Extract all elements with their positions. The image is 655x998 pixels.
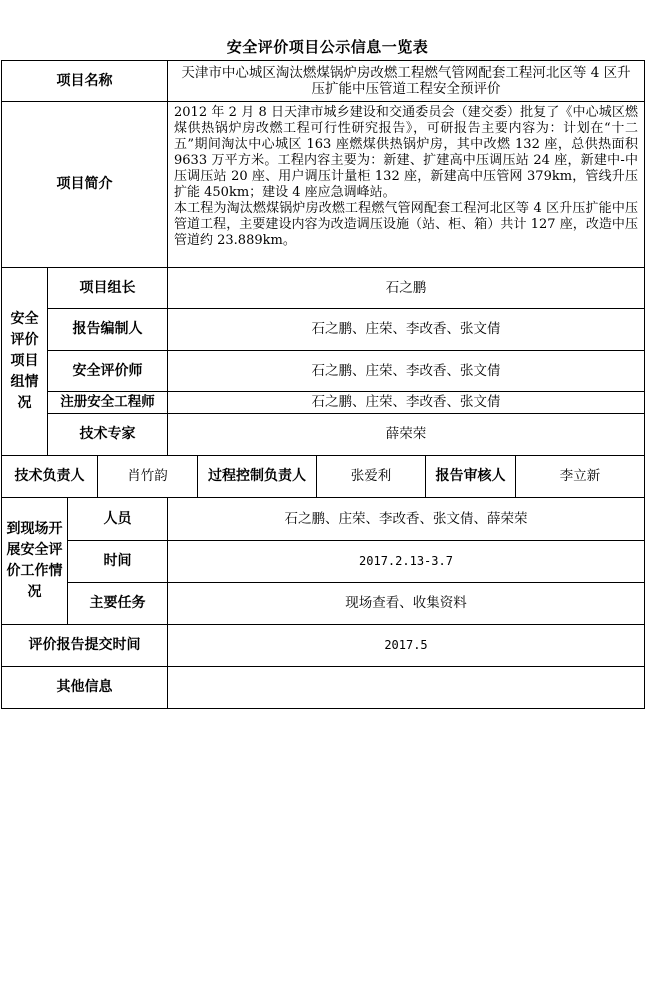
project-intro-value [167, 101, 645, 268]
team-leader-value: 石之鹏 [167, 267, 645, 309]
process-control-label: 过程控制负责人 [197, 455, 317, 498]
submit-time-value: 2017.5 [167, 624, 645, 667]
onsite-personnel-value: 石之鹏、庄荣、李改香、张文倩、薛荣荣 [167, 497, 645, 541]
onsite-personnel-label: 人员 [67, 497, 168, 541]
other-info-value [167, 666, 645, 709]
tech-expert-value: 薛荣荣 [167, 413, 645, 456]
project-name-value: 天津市中心城区淘汰燃煤锅炉房改燃工程燃气管网配套工程河北区等 4 区升压扩能中压管道工程安全预评价 [167, 60, 645, 102]
tech-responsible-label: 技术负责人 [1, 455, 98, 498]
report-author-label: 报告编制人 [47, 308, 168, 351]
onsite-group-label: 到现场开展安全评价工作情况 [1, 497, 68, 625]
report-reviewer-label: 报告审核人 [425, 455, 516, 498]
tech-responsible-value: 肖竹韵 [97, 455, 198, 498]
page-title: 安全评价项目公示信息一览表 [226, 38, 429, 56]
project-intro-paragraph-1: 2012 年 2 月 8 日天津市城乡建设和交通委员会（建交委）批复了《中心城区燃煤供热锅炉房改燃工程可行性研究报告》，可研报告主要内容为：计划在“十二五”期间淘汰中心城区 163 座燃煤供热锅炉房，其中改燃 132 座，总供热面积 9633 万平方米。工程内容主要为：新建、扩建高中压调压站 24 座，新建中-中压调压站 20 座、用户调压计量柜 132 座，新建高中压管网 379km，管线升压扩能 450km；建设 4 座应急调峰站。 [174, 105, 638, 200]
submit-time-label: 评价报告提交时间 [1, 624, 168, 667]
onsite-time-value: 2017.2.13-3.7 [167, 540, 645, 583]
onsite-task-label: 主要任务 [67, 582, 168, 625]
safety-assessor-label: 安全评价师 [47, 350, 168, 392]
onsite-task-value: 现场查看、收集资料 [167, 582, 645, 625]
safety-assessor-value: 石之鹏、庄荣、李改香、张文倩 [167, 350, 645, 392]
team-group-label: 安全评价项目组情况 [1, 267, 48, 456]
report-reviewer-value: 李立新 [515, 455, 645, 498]
project-intro-paragraph-2: 本工程为淘汰燃煤锅炉房改燃工程燃气管网配套工程河北区等 4 区升压扩能中压管道工程，主要建设内容为改造调压设施（站、柜、箱）共计 127 座，改造中压管道约 23.889km。 [174, 201, 638, 248]
report-author-value: 石之鹏、庄荣、李改香、张文倩 [167, 308, 645, 351]
registered-engineer-value: 石之鹏、庄荣、李改香、张文倩 [167, 391, 645, 414]
tech-expert-label: 技术专家 [47, 413, 168, 456]
process-control-value: 张爱利 [316, 455, 426, 498]
project-name-label: 项目名称 [1, 60, 168, 102]
team-leader-label: 项目组长 [47, 267, 168, 309]
registered-engineer-label: 注册安全工程师 [47, 391, 168, 414]
other-info-label: 其他信息 [1, 666, 168, 709]
project-intro-label: 项目简介 [1, 101, 168, 268]
onsite-time-label: 时间 [67, 540, 168, 583]
